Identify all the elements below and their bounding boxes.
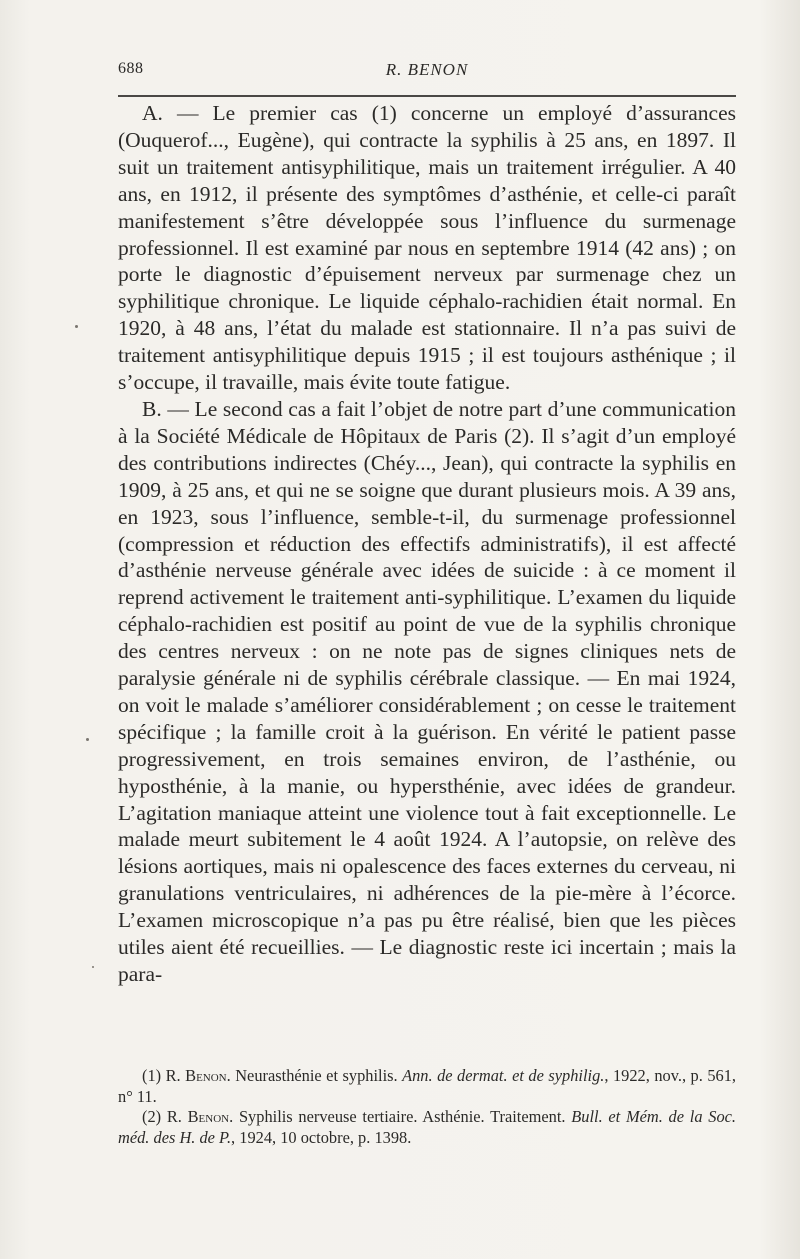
paper-speck [92,966,94,968]
footnote-2-marker: (2) R. [142,1107,188,1127]
page-header [118,60,736,88]
footnote-2-journal: Bull. et Mém. de la Soc. méd. des H. de P. [118,1107,737,1147]
body-text [118,100,736,988]
footnote-2 [118,1107,736,1148]
footnote-1-tail: , 1922, nov., p. 561, n° 11. [118,1066,736,1106]
paper-speck [86,738,89,741]
footnote-2-tail: , 1924, 10 octobre, p. 1398. [231,1127,412,1147]
page-number: 688 [118,60,144,77]
footnotes [118,1066,736,1148]
footnote-1-text: . Neurasthénie et syphilis. [226,1066,403,1085]
paper-speck [75,325,78,328]
footnote-1-author: Benon [185,1066,227,1085]
footnote-1-marker: (1) R. [142,1066,186,1085]
paragraph-b: B. — Le second cas a fait l’objet de notre part d’une communication à la Société Médicale de Hôpitaux de Paris (2). Il s’agit d’un employé des contributions indirectes (Chéy..., Jean), qui contracte la syphilis en 1909, à 25 ans, et qui ne se soigne que durant plusieurs mois. A 39 ans, en 1923, sous l’influence, semble-t-il, du surmenage professionnel (compression et réduction des effectifs administratifs), il est affecté d’asthénie nerveuse générale avec idées de suicide : à ce moment il reprend activement le traitement anti-syphilitique. L’examen du liquide céphalo-rachidien est positif au point de vue de la syphilis chronique des centres nerveux : on ne note pas de signes cliniques nets de paralysie générale ni de syphilis cérébrale classique. — En mai 1924, on voit le malade s’améliorer considérablement ; on cesse le traitement spécifique ; la famille croit à la guérison. En vérité le patient passe progressivement, en trois semaines environ, de l’asthénie, ou hyposthénie, à la manie, ou hypersthénie, avec idées de grandeur. L’agitation maniaque atteint une violence tout à fait exceptionnelle. Le malade meurt subitement le 4 août 1924. A l’autopsie, on relève des lésions aortiques, mais ni opalescence des faces externes du cerveau, ni granulations ventriculaires, ni adhérences de la pie-mère à l’écorce. L’examen microscopique n’a pas pu être réalisé, bien que les pièces utiles aient été recueillies. — Le diagnostic reste ici incertain ; mais la para- [118,396,736,986]
paragraph-a: A. — Le premier cas (1) concerne un employé d’assurances (Ouquerof..., Eugène), qui contracte la syphilis à 25 ans, en 1897. Il suit un traitement antisyphilitique, mais un traitement irrégulier. A 40 ans, en 1912, il présente des symptômes d’asthénie, et celle-ci paraît manifestement s’être développée sous l’influence du surmenage professionnel. Il est examiné par nous en septembre 1914 (42 ans) ; on porte le diagnostic d’épuisement nerveux par surmenage chez un syphilitique chronique. Le liquide céphalo-rachidien était normal. En 1920, à 48 ans, l’état du malade est stationnaire. Il n’a pas suivi de traitement antisyphilitique depuis 1915 ; il est toujours asthénique ; il s’occupe, il travaille, mais évite toute fatigue. [118,101,736,395]
header-rule [118,95,736,97]
footnote-2-author: Benon [187,1107,230,1127]
footnote-2-text: . Syphilis nerveuse tertiaire. Asthénie. Traitement. [229,1107,572,1127]
running-head: R. BENON [385,60,469,79]
footnote-1 [118,1066,736,1107]
footnote-1-journal: Ann. de dermat. et de syphilig. [402,1066,605,1085]
